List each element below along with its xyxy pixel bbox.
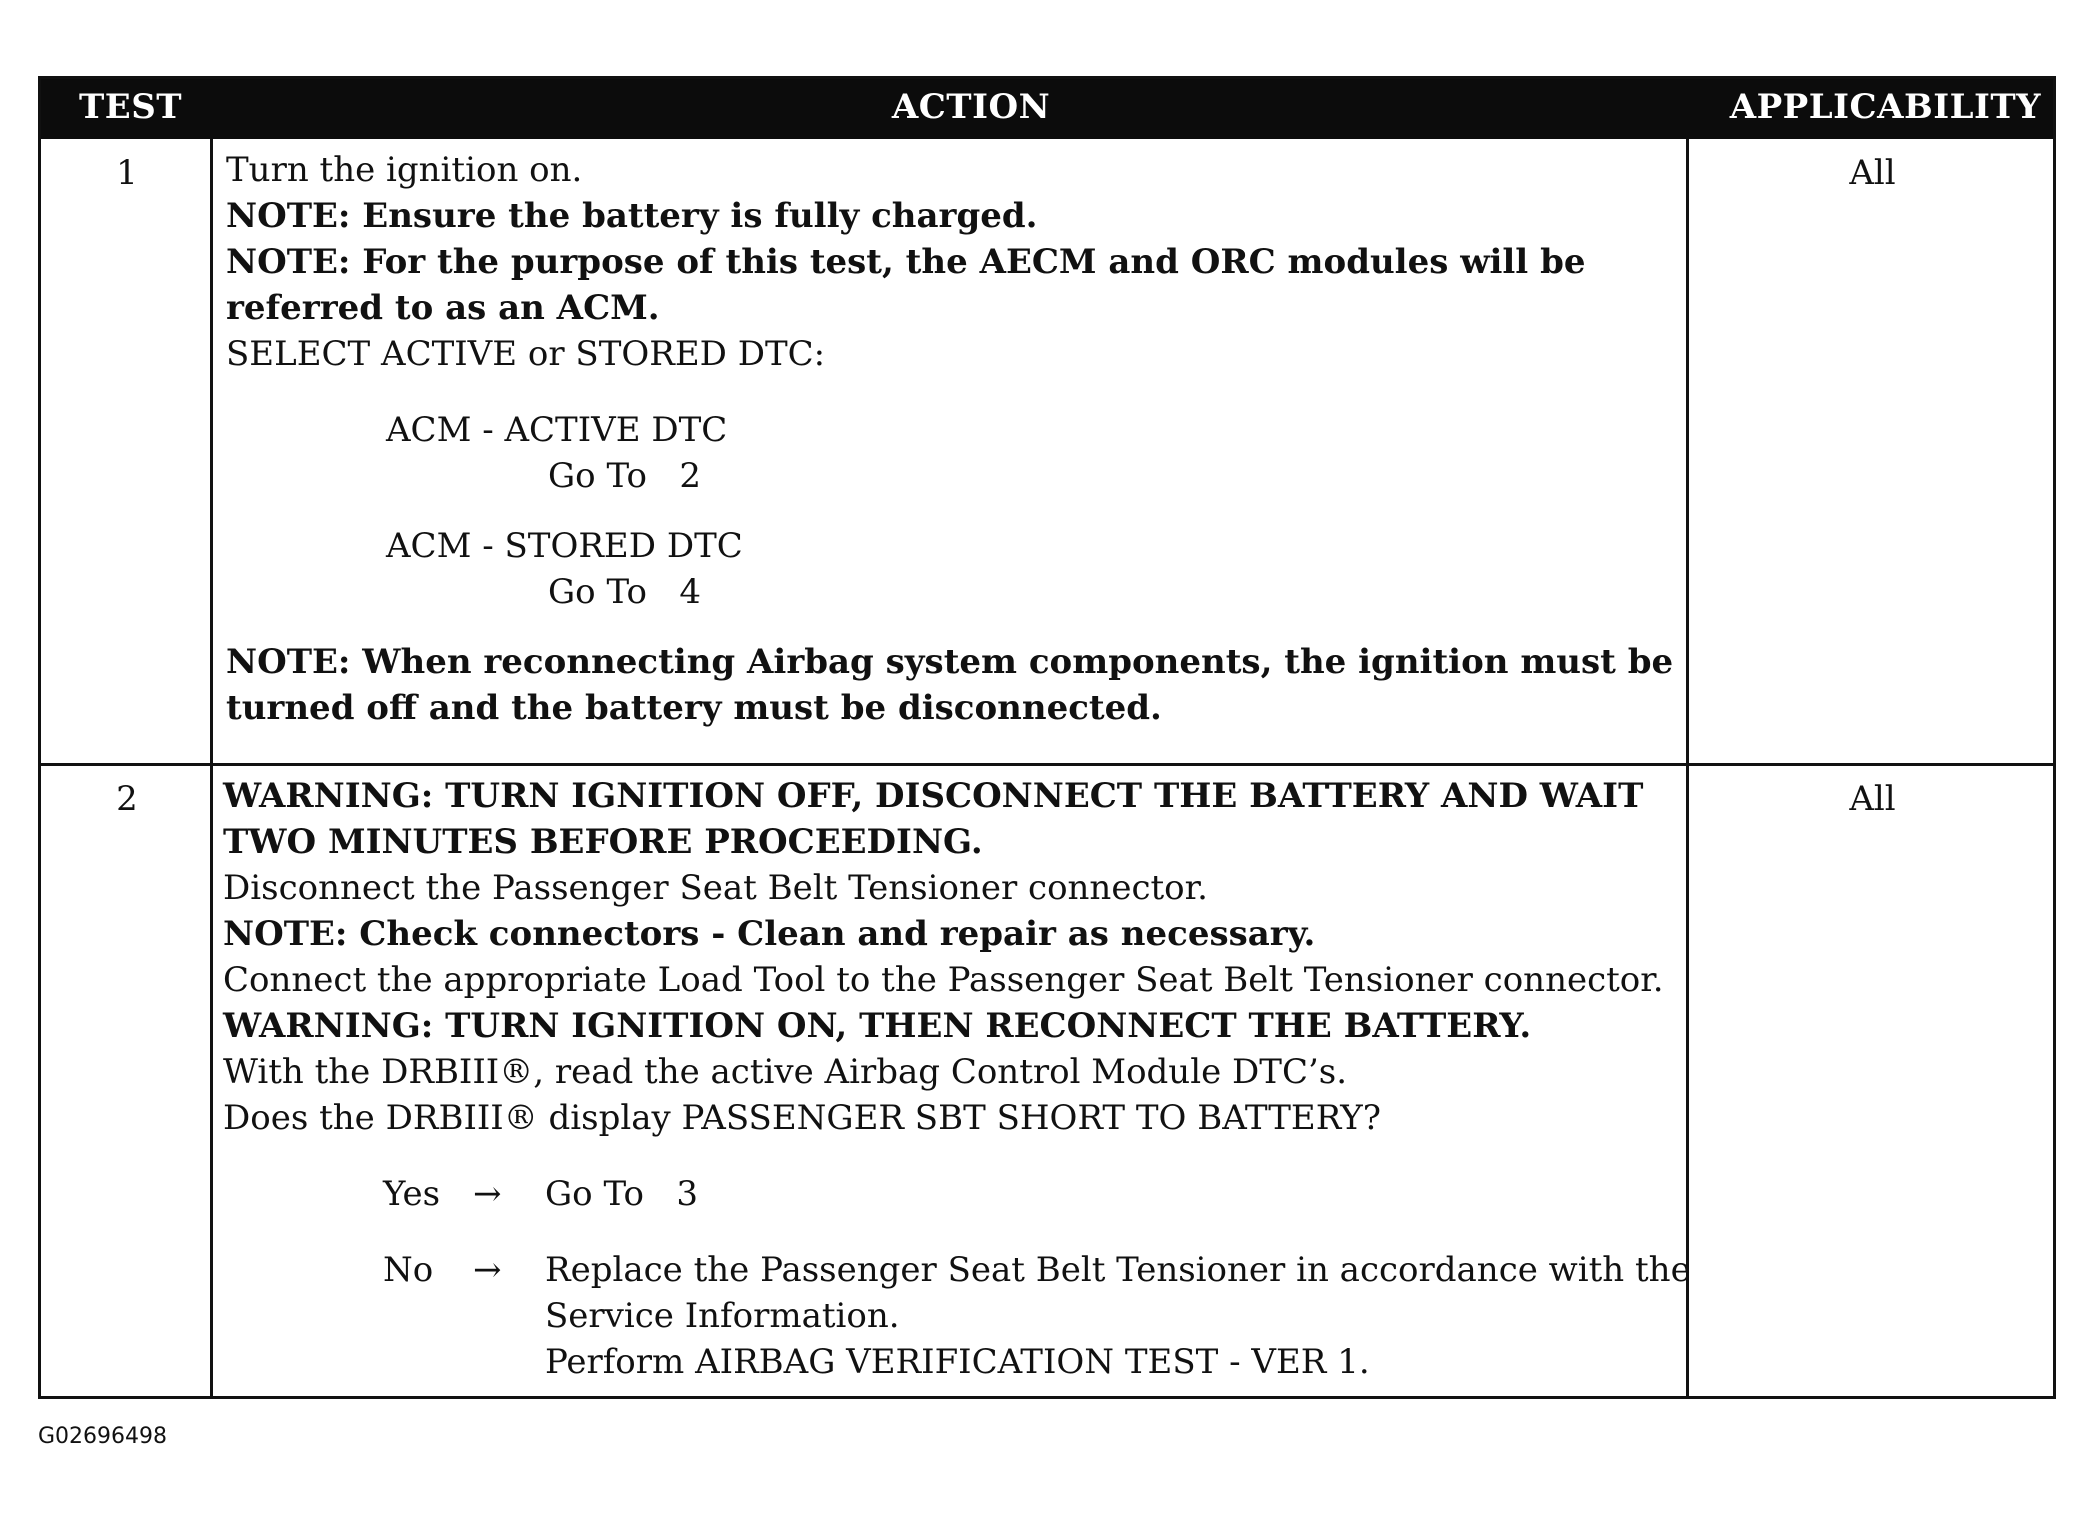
- no-result-line: Perform AIRBAG VERIFICATION TEST - VER 1.: [545, 1342, 1370, 1382]
- no-label: No: [383, 1250, 434, 1290]
- column-divider: [210, 139, 213, 1396]
- yes-branch: [223, 1171, 1691, 1217]
- yes-result: Go To 3: [545, 1174, 698, 1214]
- figure-id: G02696498: [38, 1424, 168, 1449]
- test-number: 1: [116, 153, 138, 193]
- no-branch: [223, 1247, 1691, 1385]
- goto-text: Go To 4: [548, 572, 701, 612]
- option-label: ACM - ACTIVE DTC: [386, 410, 728, 450]
- action-text: SELECT ACTIVE or STORED DTC:: [226, 334, 826, 374]
- note-text: NOTE: Ensure the battery is fully charged.: [226, 196, 1038, 236]
- no-result-line: Service Information.: [545, 1296, 900, 1336]
- action-cell: [226, 147, 1673, 731]
- no-result-line: Replace the Passenger Seat Belt Tensioner in accordance with the: [545, 1250, 1691, 1290]
- note-text: NOTE: When reconnecting Airbag system components, the ignition must be: [226, 642, 1674, 682]
- action-text: Connect the appropriate Load Tool to the Passenger Seat Belt Tensioner connector.: [223, 960, 1664, 1000]
- note-text: NOTE: For the purpose of this test, the AECM and ORC modules will be: [226, 242, 1586, 282]
- question-text: Does the DRBIII® display PASSENGER SBT SHORT TO BATTERY?: [223, 1098, 1381, 1138]
- warning-text: WARNING: TURN IGNITION ON, THEN RECONNECT THE BATTERY.: [223, 1006, 1532, 1046]
- action-text: With the DRBIII®, read the active Airbag Control Module DTC’s.: [223, 1052, 1348, 1092]
- test-number: 2: [116, 779, 138, 819]
- warning-text: WARNING: TURN IGNITION OFF, DISCONNECT THE BATTERY AND WAIT: [223, 776, 1644, 816]
- applicability-value: All: [1849, 153, 1896, 193]
- header-test: TEST: [79, 87, 183, 127]
- applicability-value: All: [1849, 779, 1896, 819]
- yes-label: Yes: [383, 1174, 441, 1214]
- diagnostic-test-table: [38, 76, 2056, 1399]
- row-divider: [41, 763, 2053, 766]
- warning-text: TWO MINUTES BEFORE PROCEEDING.: [223, 822, 983, 862]
- header-applicability: APPLICABILITY: [1729, 87, 2041, 127]
- note-text: NOTE: Check connectors - Clean and repair as necessary.: [223, 914, 1316, 954]
- note-text: referred to as an ACM.: [226, 288, 660, 328]
- table-header: [41, 79, 2053, 139]
- goto-text: Go To 2: [548, 456, 701, 496]
- arrow-icon: →: [473, 1250, 502, 1290]
- note-text: turned off and the battery must be disconnected.: [226, 688, 1162, 728]
- arrow-icon: →: [473, 1174, 502, 1214]
- no-result: [545, 1247, 1691, 1385]
- option-label: ACM - STORED DTC: [386, 526, 743, 566]
- action-text: Turn the ignition on.: [226, 150, 583, 190]
- action-text: Disconnect the Passenger Seat Belt Tensioner connector.: [223, 868, 1208, 908]
- header-action: ACTION: [891, 87, 1051, 127]
- action-cell: [223, 773, 1691, 1385]
